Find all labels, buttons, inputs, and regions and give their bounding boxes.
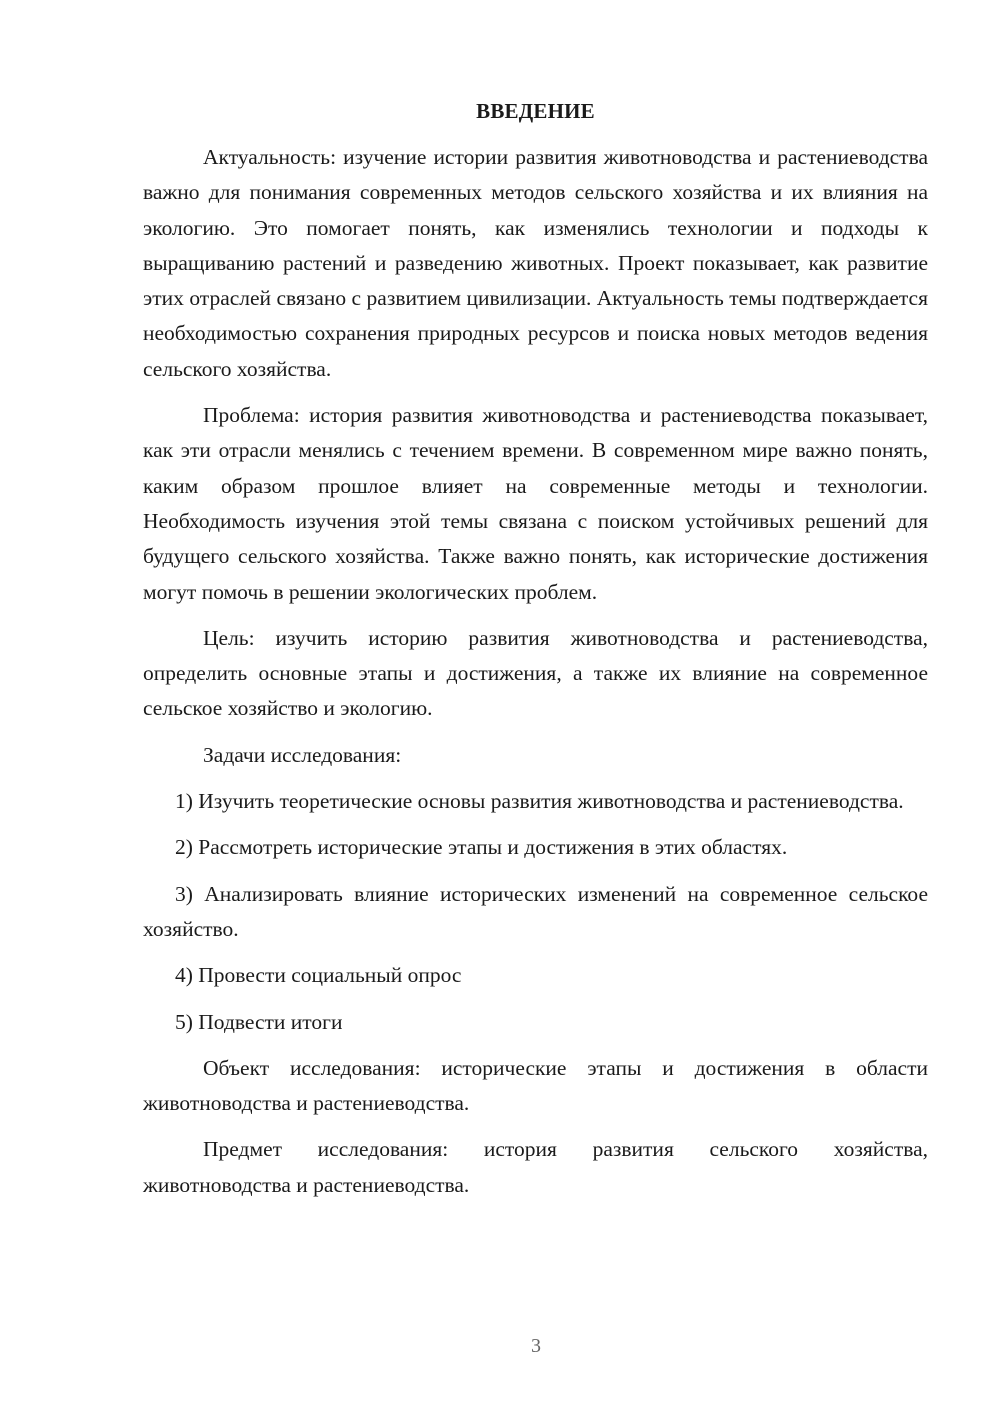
paragraph-relevance: Актуальность: изучение истории развития животноводства и растениеводства важно для понимания современных методов сельского хозяйства и их влияния на экологию. Это помогает понять, как изменялись технологии и подходы к выращиванию растений и разведению животных. Проект показывает, как развитие этих отраслей связано с развитием цивилизации. Актуальность темы подтверждается необходимостью сохранения природных ресурсов и поиска новых методов ведения сельского хозяйства. bbox=[143, 145, 928, 381]
tasks-heading: Задачи исследования: bbox=[203, 742, 402, 767]
task-item-4: 4) Провести социальный опрос bbox=[175, 963, 462, 988]
task-item-3: 3) Анализировать влияние исторических изменений на современное сельское хозяйство. bbox=[143, 881, 928, 941]
task-item-2: 2) Рассмотреть исторические этапы и достижения в этих областях. bbox=[175, 835, 788, 860]
paragraph-object: Объект исследования: исторические этапы и достижения в области животноводства и растениеводства. bbox=[143, 1055, 928, 1116]
page-content bbox=[143, 94, 928, 1214]
task-item-5: 5) Подвести итоги bbox=[175, 1009, 343, 1034]
paragraph-problem: Проблема: история развития животноводства и растениеводства показывает, как эти отрасли менялись с течением времени. В современном мире важно понять, каким образом прошлое влияет на современные методы и технологии. Необходимость изучения этой темы связана с поиском устойчивых решений для будущего сельского хозяйства. Также важно понять, как исторические достижения могут помочь в решении экологических проблем. bbox=[143, 403, 928, 604]
paragraph-goal: Цель: изучить историю развития животноводства и растениеводства, определить основные этапы и достижения, а также их влияние на современное сельское хозяйство и экологию. bbox=[143, 625, 928, 721]
task-item-1: 1) Изучить теоретические основы развития животноводства и растениеводства. bbox=[175, 789, 904, 814]
page-title: ВВЕДЕНИЕ bbox=[476, 99, 595, 123]
paragraph-subject: Предмет исследования: история развития сельского хозяйства, животноводства и растениеводства. bbox=[143, 1137, 928, 1197]
page-number: 3 bbox=[531, 1335, 541, 1357]
